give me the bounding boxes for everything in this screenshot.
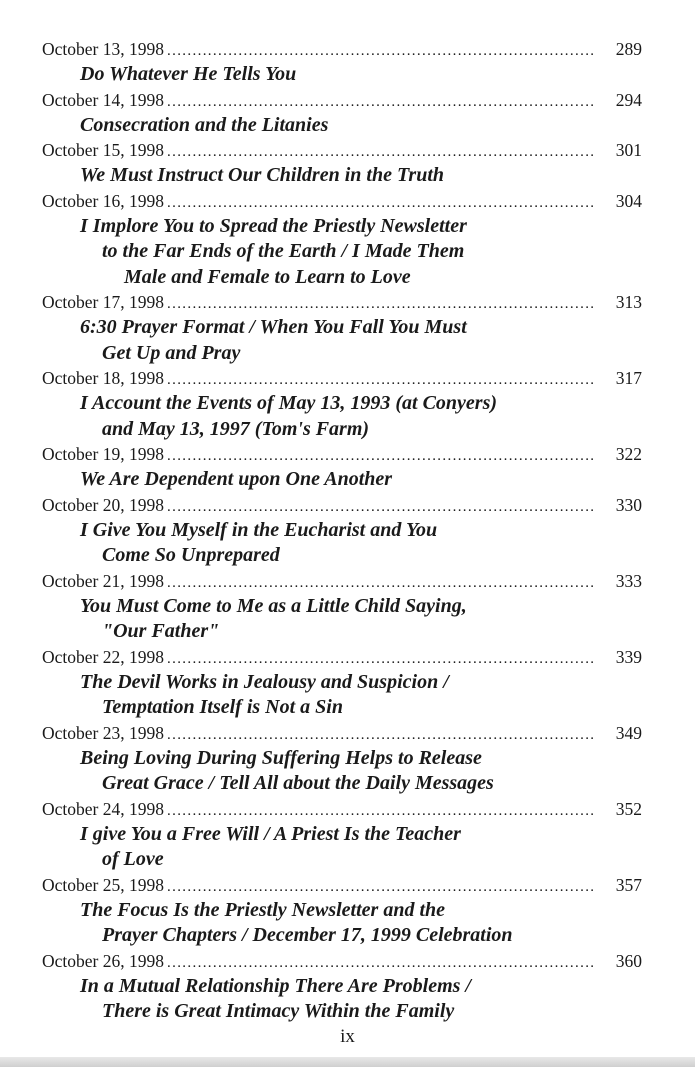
entry-title-line: We Must Instruct Our Children in the Truth	[80, 164, 445, 186]
toc-entry	[42, 290, 642, 366]
entry-title	[42, 518, 642, 569]
entry-date: October 22, 1998	[42, 646, 164, 667]
page-edge	[0, 1057, 695, 1067]
entry-title-line: The Focus Is the Priestly Newsletter and the	[80, 898, 445, 921]
entry-title-line: The Devil Works in Jealousy and Suspicion /	[80, 670, 449, 693]
entry-page-number: 339	[615, 646, 642, 667]
dot-leader	[167, 647, 613, 672]
entry-page-number: 301	[615, 140, 642, 160]
entry-title	[42, 391, 642, 442]
toc-date-line	[42, 797, 642, 822]
entry-title-line: Being Loving During Suffering Helps to Release	[80, 746, 482, 769]
entry-page-number: 317	[615, 368, 642, 388]
entry-title-line: I Give You Myself in the Eucharist and You	[80, 518, 438, 541]
entry-date: October 19, 1998	[42, 444, 164, 464]
entry-title	[42, 594, 642, 645]
entry-title-line: I Account the Events of May 13, 1993 (at Conyers)	[80, 392, 498, 414]
entry-date: October 20, 1998	[42, 494, 164, 515]
entry-page-number: 322	[615, 444, 642, 464]
entry-title-line: 6:30 Prayer Format / When You Fall You Must	[80, 316, 467, 338]
toc-entry	[42, 493, 642, 569]
toc-date-line	[42, 645, 642, 670]
dot-leader	[167, 368, 613, 393]
toc-date-line	[42, 949, 642, 974]
entry-title	[42, 670, 642, 721]
entry-date: October 13, 1998	[42, 39, 164, 59]
entry-date: October 23, 1998	[42, 722, 164, 743]
dot-leader	[167, 191, 613, 216]
toc-entry	[42, 569, 642, 645]
entry-title	[42, 315, 642, 366]
entry-title	[42, 214, 642, 291]
toc-date-line	[42, 290, 642, 315]
entry-page-number: 289	[615, 39, 642, 59]
toc-date-line	[42, 442, 642, 467]
entry-title-line: In a Mutual Relationship There Are Problems /	[80, 974, 471, 997]
toc-date-line	[42, 189, 642, 214]
entry-date: October 18, 1998	[42, 368, 164, 388]
dot-leader	[167, 495, 613, 520]
entry-title-line: "Our Father"	[102, 620, 220, 642]
dot-leader	[167, 292, 613, 317]
entry-title-line: to the Far Ends of the Earth / I Made Them	[102, 240, 465, 262]
toc-entry	[42, 873, 642, 949]
entry-date: October 24, 1998	[42, 798, 164, 819]
entry-date: October 21, 1998	[42, 570, 164, 591]
toc-entry	[42, 949, 642, 1025]
entry-title	[42, 467, 642, 493]
entry-title-line: of Love	[102, 848, 164, 870]
toc-entry	[42, 366, 642, 442]
toc-entry	[42, 88, 642, 139]
toc-entry	[42, 189, 642, 291]
entry-title-line: Get Up and Pray	[102, 341, 241, 364]
entry-title	[42, 113, 642, 139]
entry-title-line: Prayer Chapters / December 17, 1999 Celebration	[102, 924, 513, 946]
toc-date-line	[42, 569, 642, 594]
entry-title-line: We Are Dependent upon One Another	[80, 468, 393, 490]
dot-leader	[167, 723, 613, 748]
entry-title-line: Great Grace / Tell All about the Daily Messages	[102, 772, 494, 794]
entry-title	[42, 822, 642, 873]
dot-leader	[167, 140, 613, 165]
toc-date-line	[42, 366, 642, 391]
toc-date-line	[42, 721, 642, 746]
entry-date: October 16, 1998	[42, 190, 164, 211]
toc-entry	[42, 721, 642, 797]
entry-page-number: 294	[615, 89, 642, 110]
entry-title-line: Consecration and the Litanies	[80, 113, 329, 136]
entry-date: October 15, 1998	[42, 140, 164, 160]
dot-leader	[167, 39, 613, 64]
entry-title-line: Do Whatever He Tells You	[80, 63, 297, 85]
entry-date: October 17, 1998	[42, 292, 164, 312]
dot-leader	[167, 875, 613, 900]
entry-title-line: There is Great Intimacy Within the Family	[102, 1000, 455, 1022]
toc-entry	[42, 442, 642, 493]
entry-page-number: 349	[615, 722, 642, 743]
entry-page-number: 352	[615, 798, 642, 819]
entry-page-number: 330	[615, 494, 642, 515]
entry-title	[42, 62, 642, 88]
entry-title	[42, 163, 642, 189]
entry-title-line: I give You a Free Will / A Priest Is the Teacher	[80, 822, 461, 845]
entry-date: October 14, 1998	[42, 89, 164, 110]
toc-entry	[42, 138, 642, 189]
entry-title-line: Temptation Itself is Not a Sin	[102, 696, 343, 718]
table-of-contents	[42, 37, 642, 1025]
entry-page-number: 333	[615, 570, 642, 591]
toc-date-line	[42, 88, 642, 113]
entry-title	[42, 746, 642, 797]
entry-date: October 26, 1998	[42, 950, 164, 971]
entry-title	[42, 974, 642, 1025]
toc-date-line	[42, 873, 642, 898]
toc-entry	[42, 645, 642, 721]
entry-date: October 25, 1998	[42, 874, 164, 895]
toc-date-line	[42, 138, 642, 163]
toc-entry	[42, 797, 642, 873]
entry-title	[42, 898, 642, 949]
toc-date-line	[42, 493, 642, 518]
entry-page-number: 357	[615, 874, 642, 895]
toc-entry	[42, 37, 642, 88]
entry-page-number: 360	[615, 950, 642, 971]
page-number-footer: ix	[340, 1026, 355, 1047]
entry-page-number: 304	[615, 190, 642, 211]
entry-title-line: Come So Unprepared	[102, 544, 280, 566]
dot-leader	[167, 90, 613, 115]
dot-leader	[167, 951, 613, 976]
dot-leader	[167, 799, 613, 824]
entry-title-line: I Implore You to Spread the Priestly Newsletter	[80, 214, 467, 237]
entry-title-line: and May 13, 1997 (Tom's Farm)	[102, 417, 370, 440]
toc-date-line	[42, 37, 642, 62]
dot-leader	[167, 444, 613, 469]
entry-page-number: 313	[615, 292, 642, 312]
entry-title-line: Male and Female to Learn to Love	[124, 265, 411, 288]
dot-leader	[167, 571, 613, 596]
entry-title-line: You Must Come to Me as a Little Child Saying,	[80, 594, 467, 617]
